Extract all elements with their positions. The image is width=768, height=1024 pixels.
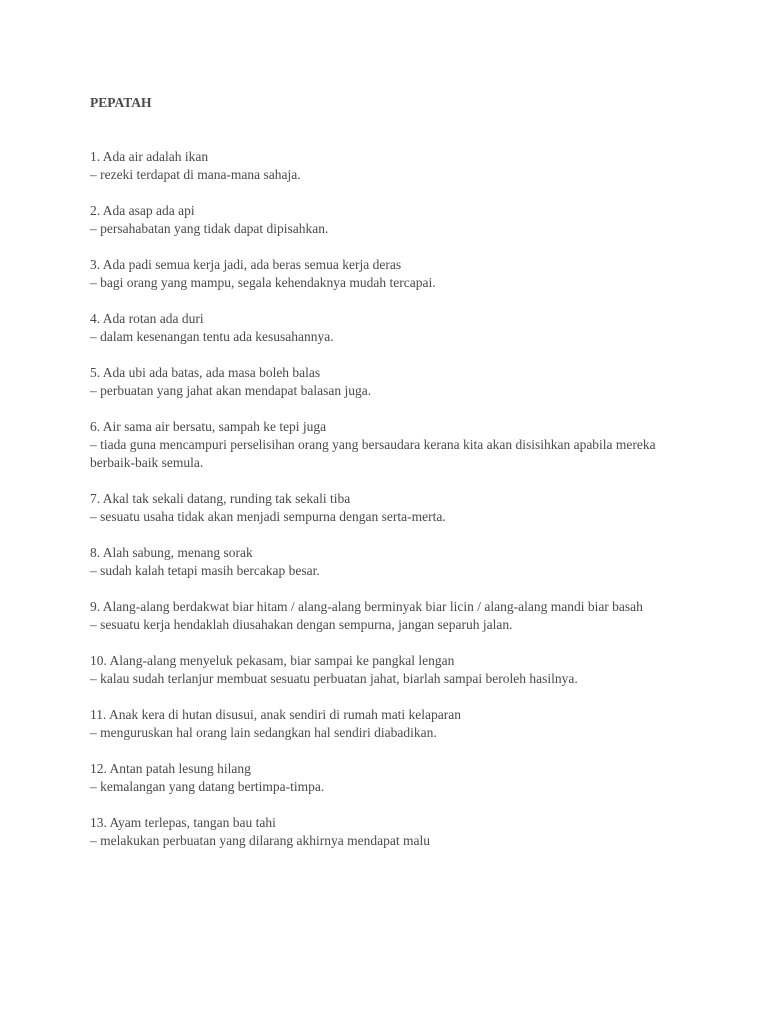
proverb-text: 8. Alah sabung, menang sorak <box>90 545 253 560</box>
proverb-text: 1. Ada air adalah ikan <box>90 149 209 164</box>
proverb-text: 11. Anak kera di hutan disusui, anak sendiri di rumah mati kelaparan <box>90 707 462 722</box>
proverb-text: 10. Alang-alang menyeluk pekasam, biar sampai ke pangkal lengan <box>90 653 455 668</box>
proverb-text: 7. Akal tak sekali datang, runding tak sekali tiba <box>90 491 351 506</box>
proverb-text: 5. Ada ubi ada batas, ada masa boleh balas <box>90 365 321 380</box>
proverb-entry-3 <box>90 256 690 292</box>
proverb-text: 6. Air sama air bersatu, sampah ke tepi juga <box>90 419 327 434</box>
proverb-entry-1 <box>90 148 690 184</box>
proverb-text: 4. Ada rotan ada duri <box>90 311 204 326</box>
proverb-meaning: – sesuatu kerja hendaklah diusahakan dengan sempurna, jangan separuh jalan. <box>90 617 513 632</box>
proverb-entry-9 <box>90 598 690 634</box>
proverb-entry-5 <box>90 364 690 400</box>
proverb-meaning: – menguruskan hal orang lain sedangkan hal sendiri diabadikan. <box>90 725 437 740</box>
proverb-meaning: – dalam kesenangan tentu ada kesusahannya. <box>90 329 334 344</box>
proverb-entry-6 <box>90 418 690 472</box>
proverb-meaning: – sudah kalah tetapi masih bercakap besar. <box>90 563 320 578</box>
proverb-entry-4 <box>90 310 690 346</box>
proverb-text: 2. Ada asap ada api <box>90 203 195 218</box>
proverb-meaning: – sesuatu usaha tidak akan menjadi sempurna dengan serta-merta. <box>90 509 446 524</box>
proverb-entry-12 <box>90 760 690 796</box>
proverb-text: 9. Alang-alang berdakwat biar hitam / alang-alang berminyak biar licin / alang-alang mandi biar basah <box>90 599 643 614</box>
proverb-meaning: – bagi orang yang mampu, segala kehendaknya mudah tercapai. <box>90 275 436 290</box>
proverb-meaning: – kalau sudah terlanjur membuat sesuatu perbuatan jahat, biarlah sampai beroleh hasilnya. <box>90 671 578 686</box>
proverb-entry-13 <box>90 814 690 850</box>
proverb-entry-2 <box>90 202 690 238</box>
proverb-text: 12. Antan patah lesung hilang <box>90 761 251 776</box>
proverb-entry-7 <box>90 490 690 526</box>
proverb-meaning: – tiada guna mencampuri perselisihan orang yang bersaudara kerana kita akan disisihkan apabila mereka berbaik-baik semula. <box>90 437 656 470</box>
proverb-text: 3. Ada padi semua kerja jadi, ada beras semua kerja deras <box>90 257 402 272</box>
proverb-meaning: – rezeki terdapat di mana-mana sahaja. <box>90 167 301 182</box>
proverb-text: 13. Ayam terlepas, tangan bau tahi <box>90 815 276 830</box>
proverb-meaning: – kemalangan yang datang bertimpa-timpa. <box>90 779 325 794</box>
proverb-entry-8 <box>90 544 690 580</box>
proverb-meaning: – persahabatan yang tidak dapat dipisahkan. <box>90 221 329 236</box>
proverb-meaning: – melakukan perbuatan yang dilarang akhirnya mendapat malu <box>90 833 430 848</box>
document-title: PEPATAH <box>90 95 152 110</box>
proverb-entry-10 <box>90 652 690 688</box>
proverb-meaning: – perbuatan yang jahat akan mendapat balasan juga. <box>90 383 372 398</box>
document-page <box>90 94 690 868</box>
proverb-entry-11 <box>90 706 690 742</box>
